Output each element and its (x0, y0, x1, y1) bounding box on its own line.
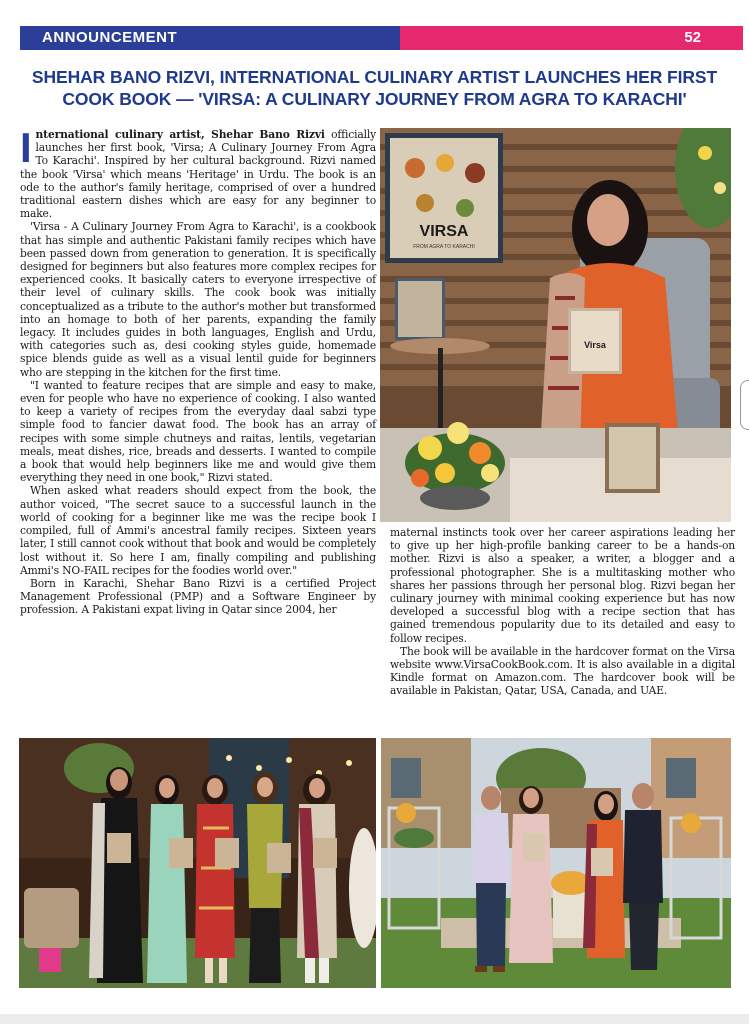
article-paragraph-2: 'Virsa - A Culinary Journey From Agra to Karachi', is a cookbook that has simple and authentic Pakistani family recipes which have been passed down from generation to generation. It is specifically designed for beginners but also features more complex recipes for experienced cooks. It basically caters to everyone irrespective of their level of culinary skills. The cook book was initially conceptualized as a tribute to the author's mother but transformed into an homage to both of her parents, expanding the family legacy. It includes guides in both languages, English and Urdu, with categories such as, desi cooking styles guide, homemade spice blends guide as well as a visual lentil guide for beginners who are stepping in the kitchen for the first time. (20, 220, 376, 379)
bottom-strip (0, 1014, 749, 1024)
article-paragraph-3: "I wanted to feature recipes that are simple and easy to make, even for people who have no experience of cooking. I also wanted to keep a variety of recipes from the everyday daal sabzi type simple food to fancier dawat food. The book has an array of recipes with some simple chutneys and raitas, lentils, vegetarian meals, meat dishes, rice, breads and desserts. I wanted to compile a book that would help beginners like me and would give them everything they need in one book," Rizvi stated. (20, 378, 376, 485)
page-number: 52 (400, 26, 743, 50)
drop-cap: I (20, 124, 32, 171)
headline-line-2: COOK BOOK — 'VIRSA: A CULINARY JOURNEY FROM AGRA TO KARACHI' (62, 89, 687, 109)
article-paragraph-1 (20, 124, 376, 221)
section-label: ANNOUNCEMENT (20, 26, 400, 50)
lead-bold-text: nternational culinary artist, Shehar Bano Rizvi (35, 128, 325, 141)
poster-book-title: VIRSA (419, 223, 469, 240)
article-column-right (390, 526, 735, 698)
lead-text: officially launches her first book, 'Virsa; A Culinary Journey From Agra To Karachi'. Inspired by her cultural background. Rizvi named the book 'Virsa' which means 'Heritage' in Urdu. The book is an ode to the author's family heritage, comprised of over a hundred traditional eastern dishes which are easy for any beginner to make. (20, 128, 376, 221)
article-headline (20, 66, 729, 110)
article-paragraph-4: When asked what readers should expect from the book, the author voiced, "The secret sauce to a successful launch in the world of cooking for a beginner like me was the recipe book I compiled, full of Ammi's ancestral family recipes. Sixteen years later, I still cannot cook without that book and would be completely lost without it. So here I am, finally compiling and publishing Ammi's NO-FAIL recipes for the foodies world over." (20, 484, 376, 577)
article-paragraph-6: maternal instincts took over her career aspirations leading her to give up her high-profile banking career to be a hands-on mother. Rizvi is also a speaker, a writer, a blogger and a professional photographer. She is a multitasking mother who shares her passions through her personal blog. Rizvi began her culinary journey with minimal cooking experience but has now developed a successful blog with a recipe section that has gained tremendous popularity due to its detailed and easy to follow recipes. (390, 526, 735, 645)
poster-book-subtitle: FROM AGRA TO KARACHI (413, 244, 475, 250)
article-paragraph-7: The book will be available in the hardcover format on the Virsa website www.VirsaCookBook.com. It is also available in a digital Kindle format on Amazon.com. The hardcover book will be available in Pakistan, Qatar, USA, Canada, and UAE. (390, 644, 735, 698)
article-column-left (20, 124, 376, 617)
article-paragraph-5: Born in Karachi, Shehar Bano Rizvi is a certified Project Management Professional (PMP) and a Software Engineer by profession. A Pakistani expat living in Qatar since 2004, her (20, 576, 376, 617)
page-scroll-handle[interactable] (740, 380, 749, 430)
author-portrait-photo (380, 128, 731, 522)
group-outdoor-photo (381, 738, 731, 988)
headline-line-1: SHEHAR BANO RIZVI, INTERNATIONAL CULINARY ARTIST LAUNCHES HER FIRST (31, 67, 718, 87)
section-header-bar (20, 26, 743, 50)
group-women-photo (19, 738, 376, 988)
held-book-title: Virsa (584, 340, 606, 350)
